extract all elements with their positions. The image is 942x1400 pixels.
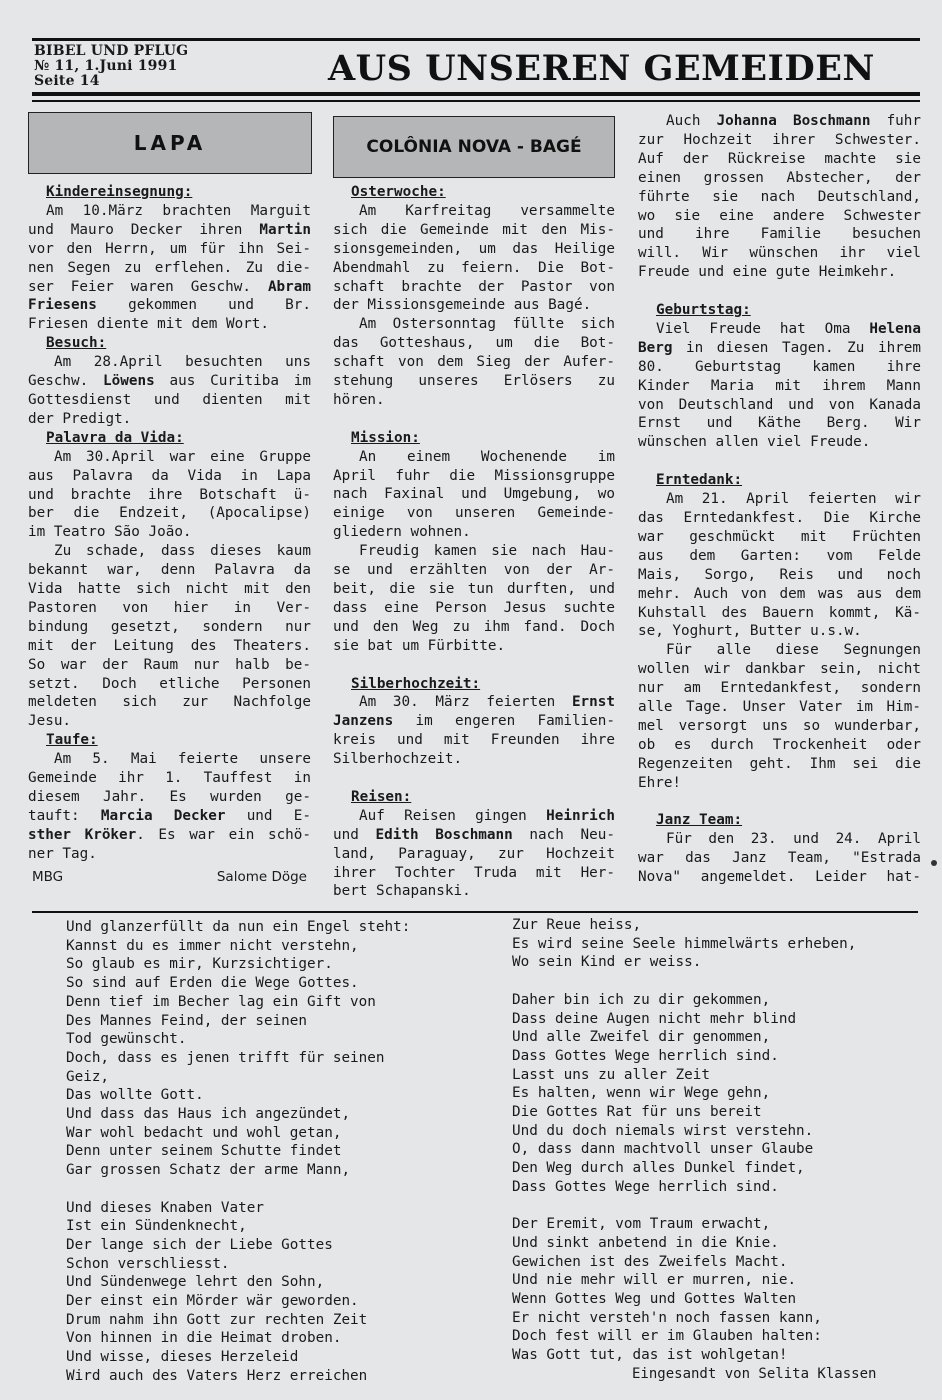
text-line: ob es durch Trockenheit oder bbox=[638, 736, 921, 753]
section-title-geburtstag: Geburtstag: bbox=[656, 302, 751, 319]
text-line: Jesu. bbox=[28, 713, 72, 730]
section-title-janz-team: Janz Team: bbox=[656, 812, 743, 829]
text-line: bekannt war, denn Palavra da bbox=[28, 562, 311, 579]
text-line: Gemeinde ihr 1. Tauffest in bbox=[28, 770, 311, 787]
poem-line: So sind auf Erden die Wege Gottes. bbox=[66, 975, 359, 992]
text-line: Ernst und Käthe Berg. Wir bbox=[638, 415, 921, 432]
poem-line: Die Gottes Rat für uns bereit bbox=[512, 1104, 762, 1121]
text-line: Nova" angemeldet. Leider hat- bbox=[638, 869, 921, 886]
text-line: Geschw. Löwens aus Curitiba im bbox=[28, 373, 311, 390]
stanza-gap bbox=[512, 1197, 856, 1216]
poem-line: Wird auch des Vaters Herz erreichen bbox=[66, 1367, 368, 1384]
text-line: und Edith Boschmann nach Neu- bbox=[333, 826, 615, 843]
text-line: Für den 23. und 24. April bbox=[666, 831, 921, 848]
stanza-gap bbox=[66, 1180, 410, 1199]
poem-line: Und sinkt anbetend in die Knie. bbox=[512, 1234, 779, 1251]
text-line: wo sie eine andere Schwester bbox=[638, 207, 921, 224]
text-line: beit, die sie tun durften, und bbox=[333, 581, 615, 598]
section-title-taufe: Taufe: bbox=[46, 732, 98, 749]
edge-mark bbox=[931, 860, 937, 866]
text-line: aus Palavra da Vida in Lapa bbox=[28, 467, 311, 484]
section-title-reisen: Reisen: bbox=[351, 788, 412, 805]
poem-line: Er nicht versteh'n noch fassen kann, bbox=[512, 1309, 822, 1326]
text-line: ser Feier waren Geschw. Abram bbox=[28, 278, 311, 295]
poem-line: Wenn Gottes Weg und Gottes Walten bbox=[512, 1291, 797, 1308]
poem-line: Und alle Zweifel dir genommen, bbox=[512, 1029, 771, 1046]
section-title-besuch: Besuch: bbox=[46, 335, 107, 352]
text-line: will. Wir wünschen ihr viel bbox=[638, 245, 921, 262]
poem-line: Des Mannes Feind, der seinen bbox=[66, 1012, 308, 1029]
publication-name: BIBEL UND PFLUG bbox=[34, 43, 189, 59]
poem-line: Wo sein Kind er weiss. bbox=[512, 954, 702, 971]
page-title: AUS UNSEREN GEMEIDEN bbox=[328, 48, 875, 89]
text-line: mehr. Auch von dem was aus dem bbox=[638, 585, 921, 602]
text-line: Pastoren von hier in Ver- bbox=[28, 599, 311, 616]
text-line: mit der Leitung des Theaters. bbox=[28, 637, 311, 654]
text-line: kreis und mit Freunden ihre bbox=[333, 732, 615, 749]
poem-line: Ist ein Sündenknecht, bbox=[66, 1218, 247, 1235]
text-line: schaft brachte der Pastor von bbox=[333, 278, 615, 295]
lapa-header-box bbox=[28, 112, 312, 174]
poem-line: Und glanzerfüllt da nun ein Engel steht: bbox=[66, 919, 411, 935]
text-line: mel versorgt uns so wunderbar, bbox=[638, 717, 921, 734]
text-line: Vida hatte sich nicht mit den bbox=[28, 581, 311, 598]
masthead-top-rule bbox=[32, 38, 920, 41]
text-line: der Missionsgemeinde aus Bagé. bbox=[333, 297, 592, 314]
text-line: aus dem Garten: vom Felde bbox=[638, 547, 921, 564]
poem-line: Von hinnen in die Heimat droben. bbox=[66, 1330, 342, 1347]
publication-info bbox=[34, 44, 188, 89]
text-line: Freude und eine gute Heimkehr. bbox=[638, 264, 897, 281]
text-line: vor den Herrn, um für ihn Sei- bbox=[28, 240, 311, 257]
text-line: hören. bbox=[333, 391, 385, 408]
text-line: Freudig kamen sie nach Hau- bbox=[359, 543, 615, 560]
poem-line: Und nie mehr will er murren, nie. bbox=[512, 1272, 797, 1289]
poem-line: Dass Gottes Wege herrlich sind. bbox=[512, 1178, 779, 1195]
lapa-header-title: LAPA bbox=[133, 131, 207, 155]
text-line: bert Schapanski. bbox=[333, 883, 471, 900]
text-line: ner Tag. bbox=[28, 845, 97, 862]
signature-line bbox=[28, 868, 311, 887]
poem-line: Und du doch niemals wirst verstehn. bbox=[512, 1122, 814, 1139]
page-number: Seite 14 bbox=[34, 73, 100, 89]
text-line: das Gotteshaus, um die Bot- bbox=[333, 335, 615, 352]
text-line: sionsgemeinden, um das Heilige bbox=[333, 240, 615, 257]
text-line: tauft: Marcia Decker und E- bbox=[28, 807, 311, 824]
text-line: gliedern wohnen. bbox=[333, 524, 471, 541]
masthead-bottom-rule-thick bbox=[32, 92, 920, 96]
poem-line: Der einst ein Mörder wär geworden. bbox=[66, 1293, 359, 1310]
text-line: bindung gesetzt, sondern nur bbox=[28, 618, 311, 635]
text-line: Am 10.März brachten Marguit bbox=[46, 202, 311, 219]
poem-line: Und dieses Knaben Vater bbox=[66, 1199, 264, 1216]
text-line: einige von unseren Gemeinde- bbox=[333, 505, 615, 522]
column-right bbox=[638, 112, 921, 887]
poem-line: Kannst du es immer nicht verstehn, bbox=[66, 937, 359, 954]
text-line: setzt. Doch etliche Personen bbox=[28, 675, 311, 692]
text-line: meldeten sich zur Nachfolge bbox=[28, 694, 311, 711]
text-line: im Teatro São João. bbox=[28, 524, 192, 541]
text-line: ber die Endzeit, (Apocalipse) bbox=[28, 505, 311, 522]
section-title-palavra: Palavra da Vida: bbox=[46, 429, 184, 446]
text-line: das Erntedankfest. Die Kirche bbox=[638, 510, 921, 526]
text-line: dass eine Person Jesus suchte bbox=[333, 599, 615, 616]
poem-line: Es halten, wenn wir Wege gehn, bbox=[512, 1085, 771, 1102]
poem-left-column bbox=[66, 918, 410, 1386]
column-lapa bbox=[28, 183, 311, 887]
text-line: Regenzeiten geht. Ihm sei die bbox=[638, 755, 921, 772]
poem-line: Doch fest will er im Glauben halten: bbox=[512, 1328, 822, 1345]
poem-line: So glaub es mir, Kurzsichtiger. bbox=[66, 956, 333, 973]
text-line: nen Segen zu erflehen. Zu die- bbox=[28, 259, 311, 276]
colonia-header-box bbox=[333, 116, 615, 178]
poem-line: Der lange sich der Liebe Gottes bbox=[66, 1236, 333, 1253]
text-line: Am 30.April war eine Gruppe bbox=[54, 448, 311, 465]
poem-line: Daher bin ich zu dir gekommen, bbox=[512, 991, 771, 1008]
text-line: Am 28.April besuchten uns bbox=[54, 354, 311, 371]
text-line: wollen wir dankbar sein, nicht bbox=[638, 661, 921, 678]
poem-line: Gar grossen Schatz der arme Mann, bbox=[66, 1162, 351, 1179]
poem-line: O, dass dann machtvoll unser Glaube bbox=[512, 1141, 814, 1158]
poem-line: Das wollte Gott. bbox=[66, 1087, 204, 1104]
poem-line: Denn tief im Becher lag ein Gift von bbox=[66, 993, 376, 1010]
text-line: sich die Gemeinde mit den Mis- bbox=[333, 221, 615, 238]
text-line: April fuhr die Missionsgruppe bbox=[333, 467, 615, 484]
poem-line: Den Weg durch alles Dunkel findet, bbox=[512, 1160, 805, 1177]
poem-line: Schon verschliesst. bbox=[66, 1255, 230, 1272]
text-line: So war der Raum nur halb be- bbox=[28, 656, 311, 673]
poem-line: Doch, dass es jenen trifft für seinen bbox=[66, 1049, 385, 1066]
poem-line: Denn unter seinem Schutte findet bbox=[66, 1143, 342, 1160]
text-line: land, Paraguay, zur Hochzeit bbox=[333, 845, 615, 862]
poem-line: Was Gott tut, das ist wohlgetan! bbox=[512, 1347, 788, 1364]
text-line: Am 5. Mai feierte unsere bbox=[54, 751, 311, 768]
poem-right-column bbox=[512, 916, 856, 1365]
text-line: von Deutschland und von Kanada bbox=[638, 396, 921, 413]
section-title-mission: Mission: bbox=[351, 429, 420, 446]
poem-line: Tod gewünscht. bbox=[66, 1031, 187, 1048]
text-line: An einem Wochenende im bbox=[359, 448, 615, 465]
poem-line: Drum nahm ihn Gott zur rechten Zeit bbox=[66, 1311, 368, 1328]
text-line: stehung unseres Erlösers zu bbox=[333, 373, 615, 390]
text-line: einen grossen Abstecher, der bbox=[638, 169, 921, 186]
poem-line: Der Eremit, vom Traum erwacht, bbox=[512, 1216, 771, 1233]
text-line: sie bat um Fürbitte. bbox=[333, 637, 506, 654]
text-line: ihrer Tochter Truda mit Her- bbox=[333, 864, 615, 881]
stanza-gap bbox=[512, 972, 856, 991]
text-line: Berg in diesen Tagen. Zu ihrem bbox=[638, 339, 921, 356]
text-line: Am Ostersonntag füllte sich bbox=[359, 316, 615, 333]
text-line: sther Kröker. Es war ein schö- bbox=[28, 826, 311, 843]
text-line: Janzens im engeren Familien- bbox=[333, 713, 615, 730]
poem-line: Es wird seine Seele himmelwärts erheben, bbox=[512, 935, 857, 952]
poem-line: Und wisse, dieses Herzeleid bbox=[66, 1349, 299, 1366]
text-line: und den Weg zu ihm fand. Doch bbox=[333, 618, 615, 635]
issue-date: № 11, 1.Juni 1991 bbox=[34, 58, 178, 74]
text-line: se, Yoghurt, Butter u.s.w. bbox=[638, 623, 862, 640]
text-line: wünschen allen viel Freude. bbox=[638, 434, 871, 451]
column-colonia-nova bbox=[333, 183, 615, 901]
section-title-osterwoche: Osterwoche: bbox=[351, 184, 446, 200]
text-line: diesem Jahr. Es wurden ge- bbox=[28, 789, 311, 805]
text-line: Viel Freude hat Oma Helena bbox=[656, 320, 921, 337]
text-line: war geschmückt mit Früchten bbox=[638, 528, 921, 545]
section-title-erntedank: Erntedank: bbox=[656, 472, 743, 489]
text-line: Für alle diese Segnungen bbox=[666, 642, 921, 659]
text-line: Friesen diente mit dem Wort. bbox=[28, 316, 270, 333]
text-line: und brachte ihre Botschaft ü- bbox=[28, 486, 311, 503]
text-line: Kinder Maria mit ihrem Mann bbox=[638, 377, 921, 394]
poem-line: Geiz, bbox=[66, 1068, 110, 1085]
text-line: Kuhstall des Bauern kommt, Kä- bbox=[638, 604, 921, 621]
text-line: der Predigt. bbox=[28, 410, 132, 427]
poem-line: War wohl bedacht und wohl getan, bbox=[66, 1124, 342, 1141]
signature-author: Salome Döge bbox=[216, 868, 307, 885]
text-line: se und erzählten von der Ar- bbox=[333, 562, 615, 579]
poem-line: Dass Gottes Wege herrlich sind. bbox=[512, 1047, 779, 1064]
text-line: Ehre! bbox=[638, 774, 682, 791]
signature-initials: MBG bbox=[32, 868, 64, 885]
poem-line: Zur Reue heiss, bbox=[512, 917, 642, 933]
text-line: Auch Johanna Boschmann fuhr bbox=[666, 113, 922, 129]
text-line: schaft von dem Sieg der Aufer- bbox=[333, 354, 615, 371]
text-line: alle Tage. Unser Vater im Him- bbox=[638, 699, 921, 716]
poem-credit: Eingesandt von Selita Klassen bbox=[632, 1366, 877, 1382]
text-line: Abendmahl zu feiern. Die Bot- bbox=[333, 259, 615, 276]
text-line: Mais, Sorgo, Reis und noch bbox=[638, 566, 921, 583]
poem-line: Und dass das Haus ich angezündet, bbox=[66, 1106, 351, 1123]
section-title-silberhochzeit: Silberhochzeit: bbox=[351, 675, 481, 692]
poem-line: Gewichen ist des Zweifels Macht. bbox=[512, 1253, 788, 1270]
text-line: und Mauro Decker ihren Martin bbox=[28, 221, 311, 238]
text-line: nur am Erntedankfest, sondern bbox=[638, 680, 921, 697]
text-line: Auf Reisen gingen Heinrich bbox=[359, 807, 615, 824]
text-line: zur Hochzeit ihrer Schwester. bbox=[638, 131, 921, 148]
text-line: Silberhochzeit. bbox=[333, 751, 463, 768]
text-line: Friesens gekommen und Br. bbox=[28, 297, 311, 314]
text-line: und ihre Familie besuchen bbox=[638, 226, 921, 243]
masthead-bottom-rule-thin bbox=[32, 100, 920, 102]
text-line: Zu schade, dass dieses kaum bbox=[54, 543, 311, 560]
text-line: war das Janz Team, "Estrada bbox=[638, 850, 921, 867]
text-line: nach Faxinal und Umgebung, wo bbox=[333, 486, 615, 503]
text-line: Gottesdienst und dienten mit bbox=[28, 391, 311, 408]
text-line: Auf der Rückreise machte sie bbox=[638, 150, 921, 167]
poem-divider bbox=[32, 911, 918, 913]
poem-line: Dass deine Augen nicht mehr blind bbox=[512, 1010, 797, 1027]
text-line: Am 21. April feierten wir bbox=[666, 491, 921, 508]
text-line: führte sie nach Deutschland, bbox=[638, 188, 921, 205]
colonia-header-title: COLÔNIA NOVA - BAGÉ bbox=[366, 137, 582, 157]
text-line: Am Karfreitag versammelte bbox=[359, 202, 615, 219]
text-line: 80. Geburtstag kamen ihre bbox=[638, 358, 921, 375]
text-line: Am 30. März feierten Ernst bbox=[359, 694, 615, 711]
poem-line: Lasst uns zu aller Zeit bbox=[512, 1066, 710, 1083]
section-title-kindereinsegnung: Kindereinsegnung: bbox=[46, 184, 193, 200]
poem-line: Und Sündenwege lehrt den Sohn, bbox=[66, 1274, 325, 1291]
